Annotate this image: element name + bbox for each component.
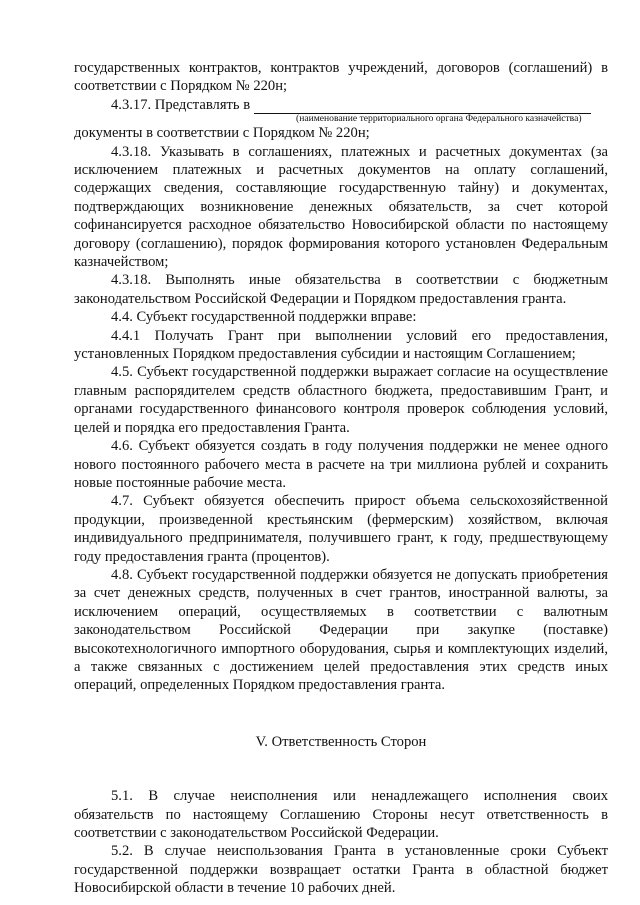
- treasury-name-caption: (наименование территориального органа Федерального казначейства): [296, 113, 582, 125]
- document-body: [74, 59, 608, 898]
- paragraph-4-3-17-rest: документы в соответствии с Порядком № 220н;: [74, 125, 370, 142]
- section-5-title: V. Ответственность Сторон: [255, 733, 427, 750]
- paragraph-5-2: 5.2. В случае неиспользования Гранта в установленные сроки Субъект государственной поддержки возвращает остатки Гранта в областной бюджет Новосибирской области в течение 10 рабочих дней.: [74, 843, 608, 897]
- paragraph-5-1: 5.1. В случае неисполнения или ненадлежащего исполнения своих обязательств по настоящему Соглашению Стороны несут ответственность в соответствии с законодательством Российской Федерации.: [74, 788, 608, 842]
- paragraph-4-7: 4.7. Субъект обязуется обеспечить прирост объема сельскохозяйственной продукции, произведенной крестьянским (фермерским) хозяйством, включая индивидуального предпринимателя, получившего грант, к году, предшествующему году предоставления гранта (процентов).: [74, 493, 608, 565]
- section-spacer-bottom: [74, 751, 608, 787]
- paragraph-continuation: государственных контрактов, контрактов учреждений, договоров (соглашений) в соответствии с Порядком № 220н;: [74, 60, 608, 95]
- paragraph-4-6: 4.6. Субъект обязуется создать в году получения поддержки не менее одного нового постоянного рабочего места в расчете на три миллиона рублей и сохранить новые постоянные рабочие места.: [74, 438, 608, 491]
- paragraph-4-8: 4.8. Субъект государственной поддержки обязуется не допускать приобретения за счет денежных средств, полученных в счет грантов, иностранной валюты, за исключением операций, осуществляемых в соответствии с валютным законодательством Российской Федерации при закупке (поставке) высокотехнологичного импортного оборудования, сырья и комплектующих изделий, а также связанных с достижением целей предоставления этих средств иных операций, определенных Порядком предоставления гранта.: [74, 566, 608, 694]
- paragraph-4-3-18-a: 4.3.18. Указывать в соглашениях, платежных и расчетных документах (за исключением платежных и расчетных документов на оплату соглашений, содержащих сведения, составляющие государственную тайну) и документах, подтверждающих возникновение денежных обязательств, за счет которой софинансируется расходное обязательство Новосибирской области по настоящему договору (соглашению), порядок формирования которого установлен Федеральным казначейством;: [74, 143, 608, 271]
- paragraph-4-3-17: [74, 96, 608, 114]
- paragraph-4-4-1: 4.4.1 Получать Грант при выполнении условий его предоставления, установленных Порядком предоставления субсидии и настоящим Соглашением;: [74, 327, 608, 363]
- paragraph-4-3-17-prefix: 4.3.17. Представлять в: [111, 96, 251, 113]
- section-spacer-top: [74, 695, 608, 733]
- paragraph-4-3-18-b: 4.3.18. Выполнять иные обязательства в соответствии с бюджетным законодательством Российской Федерации и Порядком предоставления гранта.: [74, 272, 608, 307]
- paragraph-4-5: 4.5. Субъект государственной поддержки выражает согласие на осуществление главным распорядителем средств областного бюджета, предоставившим Грант, и органами государственного финансового контроля проверок соблюдения условий, целей и порядка его предоставления Гранта.: [74, 364, 608, 436]
- treasury-name-blank-line: [254, 98, 591, 114]
- paragraph-4-4: 4.4. Субъект государственной поддержки вправе:: [111, 309, 417, 326]
